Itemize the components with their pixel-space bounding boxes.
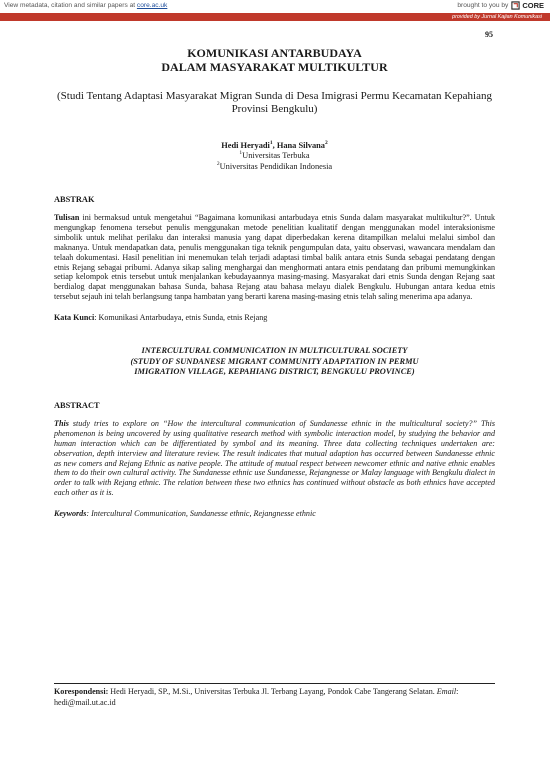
affiliation-1-sup: 1 (239, 150, 243, 157)
keywords-text: : Intercultural Communication, Sundanesse ethnic, Rejangnesse ethnic (86, 509, 316, 519)
core-logo-text: CORE (522, 1, 544, 10)
email-label: Email (436, 687, 457, 696)
title-line-1: KOMUNIKASI ANTARBUDAYA (187, 46, 362, 60)
article-title (54, 46, 495, 74)
affiliation-2-sup: 2 (216, 160, 220, 167)
brought-by (457, 1, 544, 10)
keywords-label: Keywords (54, 509, 87, 519)
core-banner (0, 0, 550, 12)
english-title-line-3: IMIGRATION VILLAGE, KEPAHIANG DISTRICT, BENGKULU PROVINCE) (134, 367, 415, 377)
correspondence-label: Korespondensi: (54, 687, 109, 696)
affiliation-2-name: Universitas Pendidikan Indonesia (219, 161, 333, 171)
core-logo[interactable] (511, 1, 544, 10)
correspondence (54, 687, 495, 708)
footer-divider (54, 683, 495, 684)
abstract-body: study tries to explore on “How the intercultural communication of Sundanesse ethnic in the multicultural society?” This phenomenon is being uncovered by using qualitative research method with symbolic interaction model, by studying the behavior and human interaction which can be differentiated by symbol and its meaning. Three data collecting techniques undertaken are: observation, depth interview and literature review. The result indicates that mutual adaption has occurred between Sundanesse ethnic as new comers and Rejang Ethnic as native people. The attitude of mutual respect between newcomer ethnic and native ethnic enables them to do their own cultural activity. The Sundanesse ethnic use Sundanesse, Rejangnesse or Malay language with Bengkulu dialect in order to talk with Rejang ethnic. The relation between these two ethnics has continued without obstacle as both ethnics have accepted each other as it is. (54, 418, 495, 498)
correspondence-text: Hedi Heryadi, SP., M.Si., Universitas Terbuka Jl. Terbang Layang, Pondok Cabe Tangerang Selatan. (108, 687, 437, 696)
core-logo-icon (511, 1, 520, 10)
keywords (54, 509, 495, 519)
abstrak-paragraph (54, 213, 495, 302)
affiliation-2 (54, 162, 495, 173)
affiliation-1 (54, 151, 495, 162)
author-2-sup: 2 (325, 140, 328, 147)
author-1: Hedi Heryadi (221, 141, 270, 150)
provider-bar (0, 13, 550, 21)
article-body (54, 46, 495, 519)
author-2: Hana Silvana (276, 141, 325, 150)
author-line (54, 141, 495, 151)
kata-kunci-label: Kata Kunci (54, 313, 95, 323)
brought-by-text: brought to you by (457, 2, 509, 9)
email-address[interactable]: : hedi@mail.ut.ac.id (54, 687, 459, 707)
page-number: 95 (485, 30, 493, 39)
abstract-lead: This (54, 418, 69, 428)
abstrak-body: ini bermaksud untuk mengetahui “Bagaimana komunikasi antarbudaya etnis Sunda dalam masyarakat multikultur?”. Untuk mengungkap fenomena tersebut penulis menggunakan metode penelitian kualitatif dengan menggunakan model interaksionisme simbolik untuk melihat perilaku dan interaksi manusia yang dapat diperbedakan kerena ditampilkan melalui melalui simbol dan maknanya. Untuk mendapatkan data, penulis menggunakan tiga teknik pengumpulan data, yaitu observasi, wawancara mendalam dan telaah dokumentasi. Hasil penelitian ini menemukan telah terjadi adaptasi timbal balik antara etnis Sunda sebagai pendatang dengan etnis Rejang sebagai pribumi. Adanya sikap saling menghargai dan menghormati antara etnis pendatang dan pribumi memungkinkan setiap kelompok etnis tersebut untuk menjalankan kebudayaannya masing-masing. Masyarakat dari etnis Sunda dengan Rejang saat berdialog dapat menggunakan bahasa Sunda, bahasa Rejang atau bahasa melayu dialek Bengkulu. Hubungan antara kedua etnis tersebut sejauh ini telah berlangsung tanpa hambatan yang berarti karena masing-masing etnis telah saling menerima apa adanya. (54, 213, 495, 302)
title-line-2: DALAM MASYARAKAT MULTIKULTUR (161, 60, 388, 74)
kata-kunci (54, 313, 495, 323)
article-subtitle: (Studi Tentang Adaptasi Masyarakat Migran Sunda di Desa Imigrasi Permu Kecamatan Kepahiang Provinsi Bengkulu) (57, 90, 492, 115)
provider-text: provided by Jurnal Kajian Komunikasi (452, 14, 542, 20)
core-link[interactable]: core.ac.uk (136, 2, 168, 9)
metadata-notice-text: View metadata, citation and similar papers at (4, 2, 137, 9)
author-1-sup: 1 (269, 140, 273, 147)
kata-kunci-text: : Komunikasi Antarbudaya, etnis Sunda, etnis Rejang (94, 313, 268, 323)
english-title (54, 346, 495, 378)
english-title-line-2: (STUDY OF SUNDANESE MIGRANT COMMUNITY ADAPTATION IN PERMU (130, 356, 419, 366)
abstract-heading: ABSTRACT (54, 400, 100, 410)
author-sep: , (272, 141, 277, 150)
abstract-paragraph (54, 419, 495, 498)
metadata-notice (4, 2, 167, 9)
abstrak-lead: Tulisan (54, 213, 80, 222)
abstrak-heading: ABSTRAK (54, 195, 95, 204)
english-title-line-1: INTERCULTURAL COMMUNICATION IN MULTICULTURAL SOCIETY (141, 346, 408, 356)
affiliation-1-name: Universitas Terbuka (242, 151, 310, 160)
